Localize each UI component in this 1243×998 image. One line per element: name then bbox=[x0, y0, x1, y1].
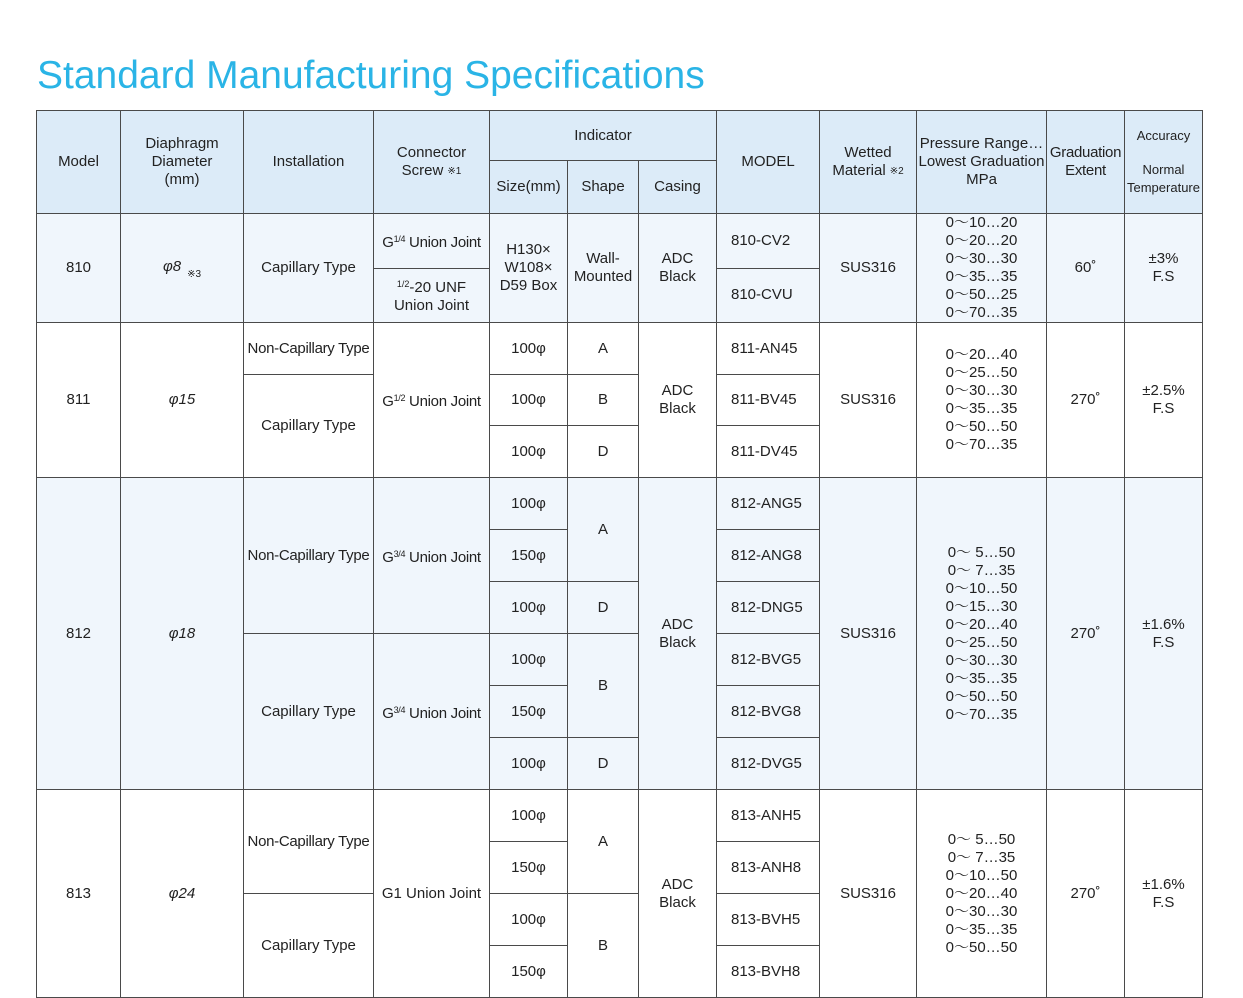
accuracy-812: ±1.6% F.S bbox=[1125, 478, 1203, 790]
model-code-813-bvh8: 813-BVH8 bbox=[717, 946, 820, 998]
shape-812-d2: D bbox=[568, 738, 639, 790]
wetted-812: SUS316 bbox=[820, 478, 917, 790]
size-813-1: 100φ bbox=[490, 790, 568, 842]
connector-811-post: Union Joint bbox=[405, 393, 481, 410]
size-812-6: 100φ bbox=[490, 738, 568, 790]
page-title: Standard Manufacturing Specifications bbox=[37, 54, 705, 97]
header-connector bbox=[374, 111, 490, 214]
model-812: 812 bbox=[37, 478, 121, 790]
header-casing: Casing bbox=[639, 161, 717, 214]
header-graduation: Graduation Extent bbox=[1047, 111, 1125, 214]
size-811-2: 100φ bbox=[490, 375, 568, 426]
graduation-811: 270˚ bbox=[1047, 323, 1125, 478]
shape-813-b: B bbox=[568, 894, 639, 998]
connector-812-noncap-post: Union Joint bbox=[405, 548, 481, 566]
connector-813: G1 Union Joint bbox=[374, 790, 490, 998]
header-wetted bbox=[820, 111, 917, 214]
pressure-813: 0～ 5…50 0～ 7…35 0～10…50 0～20…40 0～30…30 0～35…35 0～50…50 bbox=[917, 790, 1047, 998]
header-wetted-label: Wetted Material bbox=[832, 143, 892, 179]
graduation-810: 60˚ bbox=[1047, 214, 1125, 323]
connector-810-1-frac: 1/4 bbox=[393, 233, 406, 244]
size-812-2: 150φ bbox=[490, 530, 568, 582]
model-code-812-ang8: 812-ANG8 bbox=[717, 530, 820, 582]
model-810: 810 bbox=[37, 214, 121, 323]
casing-812: ADC Black bbox=[639, 478, 717, 790]
header-connector-label: Connector Screw bbox=[396, 143, 467, 179]
shape-812-a: A bbox=[568, 478, 639, 582]
connector-811 bbox=[374, 323, 490, 478]
pressure-812: 0～ 5…50 0～ 7…35 0～10…50 0～15…30 0～20…40 0～25…50 0～30…30 0～35…35 0～50…50 0～70…35 bbox=[917, 478, 1047, 790]
installation-810: Capillary Type bbox=[244, 214, 374, 323]
pressure-811: 0～20…40 0～25…50 0～30…30 0～35…35 0～50…50 0～70…35 bbox=[917, 323, 1047, 478]
size-812-1: 100φ bbox=[490, 478, 568, 530]
shape-813-a: A bbox=[568, 790, 639, 894]
pressure-810: 0～10…20 0～20…20 0～30…30 0～35…35 0～50…25 0～70…35 bbox=[917, 214, 1047, 323]
model-code-812-bvg5: 812-BVG5 bbox=[717, 634, 820, 686]
connector-810-2-line2: Union Joint bbox=[393, 297, 470, 315]
connector-810-1 bbox=[374, 214, 490, 269]
shape-811-2: B bbox=[568, 375, 639, 426]
model-code-810-cvu: 810-CVU bbox=[717, 268, 820, 323]
size-813-2: 150φ bbox=[490, 842, 568, 894]
wetted-813: SUS316 bbox=[820, 790, 917, 998]
connector-810-2 bbox=[374, 268, 490, 323]
model-code-810-cv2: 810-CV2 bbox=[717, 214, 820, 269]
model-code-811-an45: 811-AN45 bbox=[717, 323, 820, 375]
connector-812-cap-frac: 3/4 bbox=[393, 704, 406, 715]
connector-810-1-post: Union Joint bbox=[405, 233, 481, 251]
connector-811-frac: 1/2 bbox=[393, 393, 406, 403]
model-811: 811 bbox=[37, 323, 121, 478]
model-813: 813 bbox=[37, 790, 121, 998]
size-812-3: 100φ bbox=[490, 582, 568, 634]
wetted-811: SUS316 bbox=[820, 323, 917, 478]
accuracy-813: ±1.6% F.S bbox=[1125, 790, 1203, 998]
graduation-813: 270˚ bbox=[1047, 790, 1125, 998]
casing-813: ADC Black bbox=[639, 790, 717, 998]
size-810: H130× W108× D59 Box bbox=[490, 214, 568, 323]
installation-811-noncap: Non-Capillary Type bbox=[244, 323, 374, 375]
header-accuracy-title: Accuracy bbox=[1136, 128, 1191, 143]
diaphragm-811: φ15 bbox=[121, 323, 244, 478]
model-code-812-bvg8: 812-BVG8 bbox=[717, 686, 820, 738]
connector-812-noncap-frac: 3/4 bbox=[393, 548, 406, 559]
installation-812-cap: Capillary Type bbox=[244, 634, 374, 790]
shape-811-1: A bbox=[568, 323, 639, 375]
model-code-812-dng5: 812-DNG5 bbox=[717, 582, 820, 634]
connector-810-2-post: -20 UNF bbox=[409, 279, 467, 297]
model-code-813-anh8: 813-ANH8 bbox=[717, 842, 820, 894]
diaphragm-813: φ24 bbox=[121, 790, 244, 998]
diaphragm-810-mark: ※3 bbox=[187, 269, 202, 280]
header-wetted-mark: ※2 bbox=[889, 165, 904, 177]
size-812-4: 100φ bbox=[490, 634, 568, 686]
diaphragm-810 bbox=[121, 214, 244, 323]
header-installation: Installation bbox=[244, 111, 374, 214]
header-model-code: MODEL bbox=[717, 111, 820, 214]
size-811-3: 100φ bbox=[490, 426, 568, 478]
size-813-3: 100φ bbox=[490, 894, 568, 946]
size-811-1: 100φ bbox=[490, 323, 568, 375]
header-accuracy bbox=[1125, 111, 1203, 214]
connector-810-2-frac: 1/2 bbox=[396, 279, 410, 290]
header-diaphragm: Diaphragm Diameter (mm) bbox=[121, 111, 244, 214]
installation-813-noncap: Non-Capillary Type bbox=[244, 790, 374, 894]
header-size: Size(mm) bbox=[490, 161, 568, 214]
shape-811-3: D bbox=[568, 426, 639, 478]
installation-813-cap: Capillary Type bbox=[244, 894, 374, 998]
connector-811-pre: G bbox=[382, 393, 394, 410]
header-indicator: Indicator bbox=[490, 111, 717, 161]
shape-812-b: B bbox=[568, 634, 639, 738]
diaphragm-812: φ18 bbox=[121, 478, 244, 790]
spec-table bbox=[36, 110, 1203, 998]
connector-810-1-pre: G bbox=[382, 233, 394, 251]
connector-812-noncap-pre: G bbox=[382, 548, 394, 566]
installation-811-cap: Capillary Type bbox=[244, 375, 374, 478]
model-code-812-dvg5: 812-DVG5 bbox=[717, 738, 820, 790]
size-812-5: 150φ bbox=[490, 686, 568, 738]
diaphragm-810-value: φ8 bbox=[162, 258, 182, 275]
header-accuracy-sub: Normal Temperature bbox=[1127, 162, 1200, 195]
header-connector-mark: ※1 bbox=[447, 165, 462, 177]
connector-812-noncap bbox=[374, 478, 490, 634]
connector-812-cap-pre: G bbox=[382, 704, 394, 722]
model-code-811-bv45: 811-BV45 bbox=[717, 375, 820, 426]
casing-811: ADC Black bbox=[639, 323, 717, 478]
graduation-812: 270˚ bbox=[1047, 478, 1125, 790]
accuracy-810: ±3% F.S bbox=[1125, 214, 1203, 323]
shape-810: Wall- Mounted bbox=[568, 214, 639, 323]
header-model: Model bbox=[37, 111, 121, 214]
model-code-812-ang5: 812-ANG5 bbox=[717, 478, 820, 530]
installation-812-noncap: Non-Capillary Type bbox=[244, 478, 374, 634]
model-code-811-dv45: 811-DV45 bbox=[717, 426, 820, 478]
casing-810: ADC Black bbox=[639, 214, 717, 323]
shape-812-d1: D bbox=[568, 582, 639, 634]
accuracy-811: ±2.5% F.S bbox=[1125, 323, 1203, 478]
header-pressure: Pressure Range… Lowest Graduation MPa bbox=[917, 111, 1047, 214]
size-813-4: 150φ bbox=[490, 946, 568, 998]
wetted-810: SUS316 bbox=[820, 214, 917, 323]
connector-812-cap-post: Union Joint bbox=[405, 704, 481, 722]
connector-812-cap bbox=[374, 634, 490, 790]
model-code-813-anh5: 813-ANH5 bbox=[717, 790, 820, 842]
model-code-813-bvh5: 813-BVH5 bbox=[717, 894, 820, 946]
header-shape: Shape bbox=[568, 161, 639, 214]
